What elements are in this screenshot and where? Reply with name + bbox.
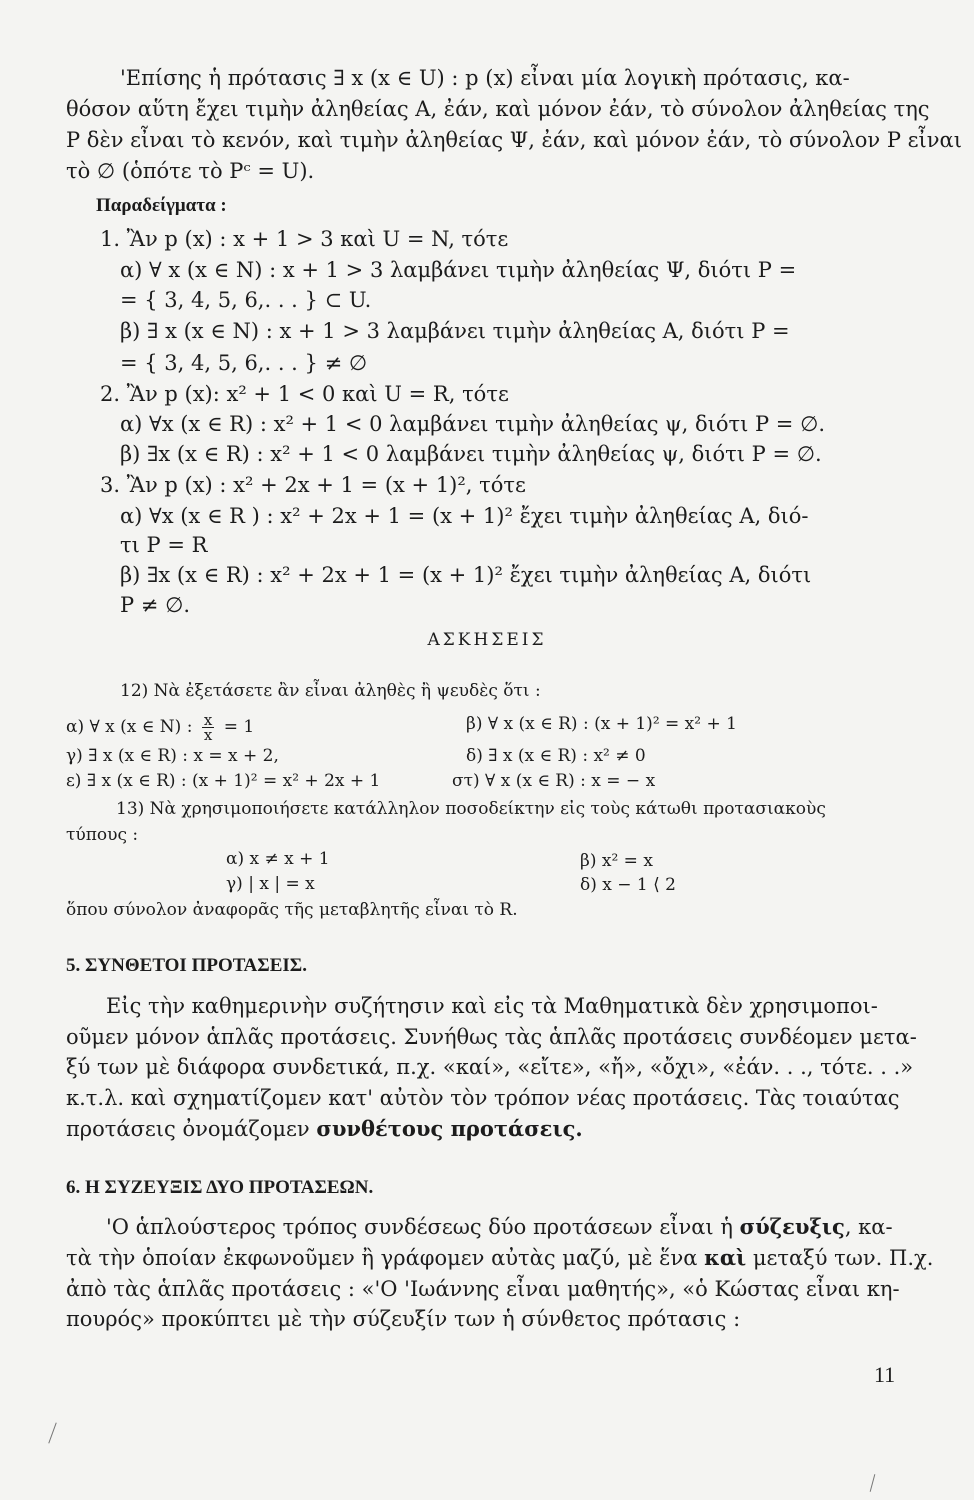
intro-line-4: τὸ ∅ (ὁπότε τὸ Pᶜ = U).	[66, 159, 315, 183]
example-line: = { 3, 4, 5, 6,. . . } ⊂ U.	[120, 288, 372, 312]
exercise-13-d: δ) x − 1 ⟨ 2	[580, 875, 676, 895]
fraction-numerator: x	[203, 711, 213, 729]
example-line: 3. Ἂν p (x) : x² + 2x + 1 = (x + 1)², τότε	[100, 473, 526, 497]
fraction	[202, 713, 214, 742]
section-5-heading: 5. ΣΥΝΘΕΤΟΙ ΠΡΟΤΑΣΕΙΣ.	[66, 955, 307, 976]
page-number: 11	[874, 1362, 896, 1387]
example-line: 1. Ἂν p (x) : x + 1 > 3 καὶ U = N, τότε	[100, 227, 509, 251]
exercise-13-b: β) x² = x	[580, 851, 653, 871]
section-6-line-1	[106, 1214, 893, 1240]
section-6-line-2	[66, 1245, 933, 1271]
exercise-13-g: γ) | x | = x	[226, 874, 315, 894]
section-6-text: τὰ τὴν ὁποίαν ἐκφωνοῦμεν ἢ γράφομεν αὐτὰς μαζύ, μὲ ἕνα	[66, 1246, 705, 1270]
exercise-12-g: γ) ∃ x (x ∈ R) : x = x + 2,	[66, 746, 279, 766]
section-6-heading: 6. Η ΣΥΖΕΥΞΙΣ ΔΥΟ ΠΡΟΤΑΣΕΩΝ.	[66, 1177, 374, 1198]
exercise-12-a	[66, 713, 254, 742]
section-6-text: μεταξύ των. Π.χ.	[746, 1246, 934, 1270]
examples-heading: Παραδείγματα :	[96, 195, 227, 216]
intro-line-3: P δὲν εἶναι τὸ κενόν, καὶ τιμὴν ἀληθείας Ψ, ἐάν, καὶ μόνον ἐάν, τὸ σύνολον P εἶναι	[66, 128, 962, 152]
exercise-13-line-1: 13) Νὰ χρησιμοποιήσετε κατάλληλον ποσοδείκτην εἰς τοὺς κάτωθι προτασιακοὺς	[116, 799, 826, 819]
example-line: P ≠ ∅.	[120, 593, 191, 617]
intro-line-2: θόσον αὕτη ἔχει τιμὴν ἀληθείας Α, ἐάν, καὶ μόνον ἐάν, τὸ σύνολον ἀληθείας της	[66, 97, 930, 121]
section-5-line: οῦμεν μόνον ἁπλᾶς προτάσεις. Συνήθως τὰς ἁπλᾶς προτάσεις συνδέομεν μετα-	[66, 1025, 917, 1049]
exercise-13-a: α) x ≠ x + 1	[226, 849, 330, 869]
example-line: = { 3, 4, 5, 6,. . . } ≠ ∅	[120, 351, 368, 375]
term-conjunction: σύζευξις	[739, 1214, 845, 1239]
exercise-13-line-2: τύπους :	[66, 825, 139, 845]
section-6-text: , κα-	[844, 1215, 893, 1239]
section-5-line: ξύ των μὲ διάφορα συνδετικά, π.χ. «καί», «εἴτε», «ἤ», «ὄχι», «ἐάν. . ., τότε. . .»	[66, 1055, 914, 1079]
exercise-12-a-text: α) ∀ x (x ∈ N) :	[66, 717, 193, 737]
fraction-denominator: x	[203, 726, 213, 744]
exercises-heading: ΑΣΚΗΣΕΙΣ	[427, 630, 547, 650]
section-5-line: Εἰς τὴν καθημερινὴν συζήτησιν καὶ εἰς τὰ Μαθηματικὰ δὲν χρησιμοποι-	[106, 994, 878, 1018]
term-and: καὶ	[704, 1245, 747, 1270]
section-5-text: προτάσεις ὀνομάζομεν	[66, 1117, 317, 1141]
example-line: β) ∃x (x ∈ R) : x² + 1 < 0 λαμβάνει τιμὴν ἀληθείας ψ, διότι P = ∅.	[120, 442, 822, 466]
example-line: 2. Ἂν p (x): x² + 1 < 0 καὶ U = R, τότε	[100, 382, 509, 406]
print-mark	[870, 1474, 876, 1492]
section-6-line-4: πουρός» προκύπτει μὲ τὴν σύζευξίν των ἡ σύνθετος πρότασις :	[66, 1307, 741, 1331]
exercise-12-e: ε) ∃ x (x ∈ R) : (x + 1)² = x² + 2x + 1	[66, 771, 381, 791]
intro-line-1: 'Επίσης ἡ πρότασις ∃ x (x ∈ U) : p (x) εἶναι μία λογικὴ πρότασις, κα-	[120, 66, 850, 90]
example-line: α) ∀ x (x ∈ N) : x + 1 > 3 λαμβάνει τιμὴν ἀληθείας Ψ, διότι P =	[120, 258, 797, 282]
exercise-13-footer: ὅπου σύνολον ἀναφορᾶς τῆς μεταβλητῆς εἶναι τὸ R.	[66, 900, 518, 920]
example-line: α) ∀x (x ∈ R ) : x² + 2x + 1 = (x + 1)² ἔχει τιμὴν ἀληθείας Α, διό-	[120, 504, 809, 528]
section-6-line-3: ἀπὸ τὰς ἁπλᾶς προτάσεις : «'Ο 'Ιωάννης εἶναι μαθητής», «ὁ Κώστας εἶναι κη-	[66, 1277, 900, 1301]
section-5-line: κ.τ.λ. καὶ σχηματίζομεν κατ' αὐτὸν τὸν τρόπον νέας προτάσεις. Τὰς τοιαύτας	[66, 1086, 900, 1110]
example-line: β) ∃ x (x ∈ N) : x + 1 > 3 λαμβάνει τιμὴν ἀληθείας Α, διότι P =	[120, 319, 790, 343]
exercise-12-b: β) ∀ x (x ∈ R) : (x + 1)² = x² + 1	[466, 714, 737, 734]
exercise-12-a-rhs: = 1	[223, 717, 255, 737]
example-line: β) ∃x (x ∈ R) : x² + 2x + 1 = (x + 1)² ἔχει τιμὴν ἀληθείας Α, διότι	[120, 563, 812, 587]
exercise-12-st: στ) ∀ x (x ∈ R) : x = − x	[452, 771, 656, 791]
section-5-line-last	[66, 1116, 583, 1142]
example-line: τι P = R	[120, 533, 208, 557]
exercise-12-d: δ) ∃ x (x ∈ R) : x² ≠ 0	[466, 746, 646, 766]
example-line: α) ∀x (x ∈ R) : x² + 1 < 0 λαμβάνει τιμὴν ἀληθείας ψ, διότι P = ∅.	[120, 412, 826, 436]
exercise-12-intro: 12) Νὰ ἐξετάσετε ἂν εἶναι ἀληθὲς ἢ ψευδὲς ὅτι :	[120, 681, 541, 701]
term-compound-propositions: συνθέτους προτάσεις.	[316, 1116, 583, 1141]
print-mark	[48, 1422, 56, 1443]
section-6-text: 'Ο ἁπλούστερος τρόπος συνδέσεως δύο προτάσεων εἶναι ἡ	[106, 1215, 740, 1239]
